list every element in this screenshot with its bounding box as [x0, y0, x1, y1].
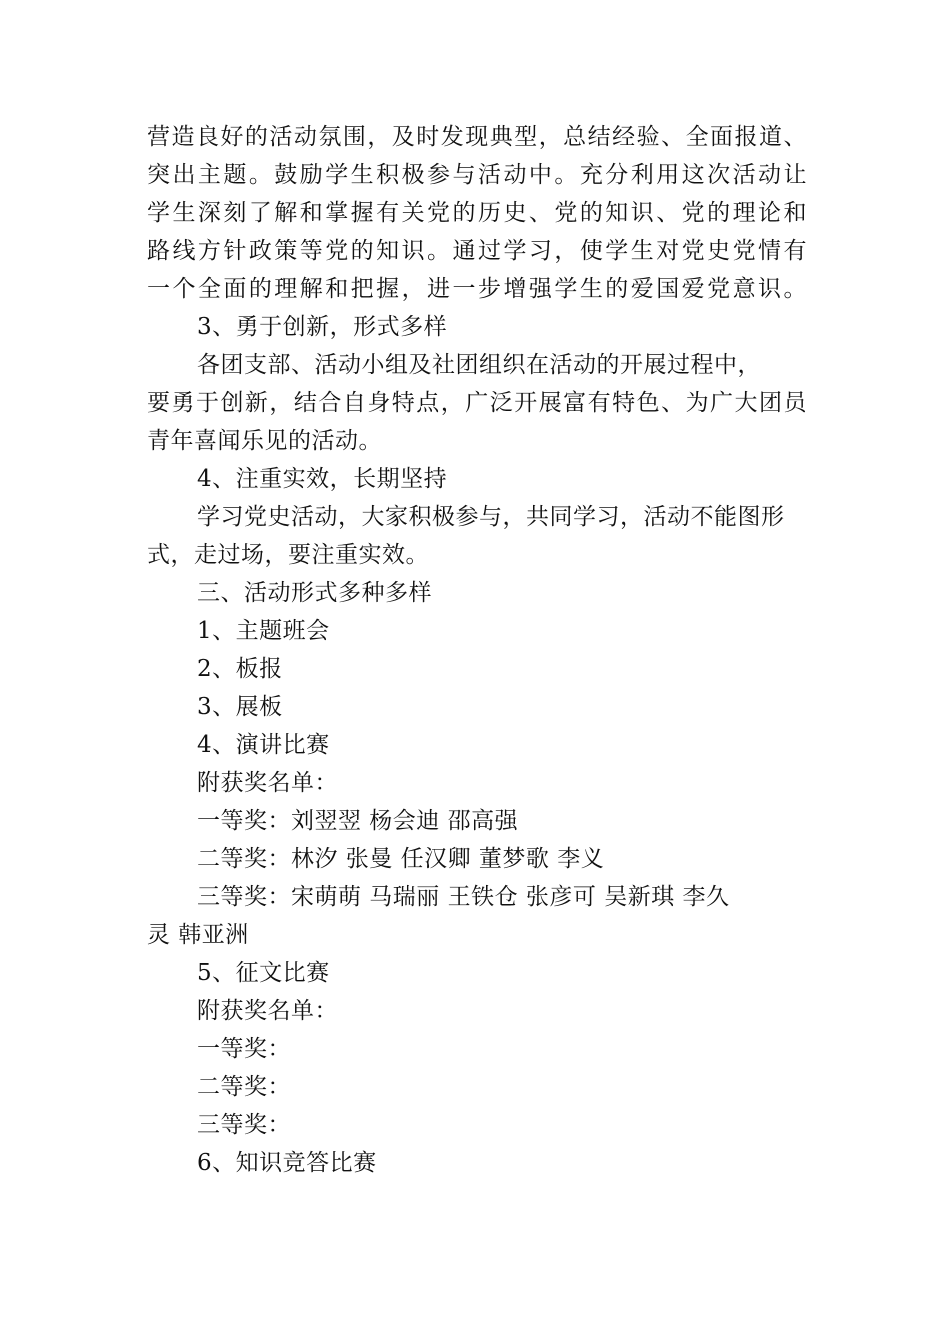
section-heading: 三、活动形式多种多样 [197, 580, 432, 606]
list-item: 6、知识竞答比赛 [197, 1150, 377, 1176]
list-item: 3、展板 [197, 694, 283, 720]
section-heading: 3、勇于创新，形式多样 [197, 314, 448, 340]
award-third-prize: 三等奖： [197, 1112, 291, 1138]
list-item: 1、主题班会 [197, 618, 330, 644]
paragraph-line: 路线方针政策等党的知识。通过学习，使学生对党史党情有 [147, 238, 807, 264]
award-first-prize: 一等奖：刘翌翌 杨会迪 邵高强 [197, 808, 519, 834]
paragraph-line: 要勇于创新，结合自身特点，广泛开展富有特色、为广大团员 [147, 390, 807, 416]
document-body [147, 118, 807, 1182]
paragraph-line: 突出主题。鼓励学生积极参与活动中。充分利用这次活动让 [147, 162, 807, 188]
paragraph-line: 青年喜闻乐见的活动。 [147, 428, 382, 454]
award-first-prize: 一等奖： [197, 1036, 291, 1062]
paragraph-line: 学生深刻了解和掌握有关党的历史、党的知识、党的理论和 [147, 200, 807, 226]
award-second-prize: 二等奖： [197, 1074, 291, 1100]
award-third-prize-continued: 灵 韩亚洲 [147, 922, 249, 948]
section-heading: 4、注重实效，长期坚持 [197, 466, 448, 492]
award-list-heading: 附获奖名单： [197, 770, 338, 796]
paragraph-line: 式，走过场，要注重实效。 [147, 542, 429, 568]
paragraph-line: 营造良好的活动氛围，及时发现典型，总结经验、全面报道、 [147, 124, 807, 150]
list-item: 5、征文比赛 [197, 960, 330, 986]
list-item: 4、演讲比赛 [197, 732, 330, 758]
award-list-heading: 附获奖名单： [197, 998, 338, 1024]
paragraph-line: 各团支部、活动小组及社团组织在活动的开展过程中， [197, 352, 761, 378]
paragraph-line: 学习党史活动，大家积极参与，共同学习，活动不能图形 [197, 504, 785, 530]
paragraph-line: 一个全面的理解和把握，进一步增强学生的爱国爱党意识。 [147, 276, 807, 302]
award-second-prize: 二等奖：林汐 张曼 任汉卿 董梦歌 李义 [197, 846, 605, 872]
list-item: 2、板报 [197, 656, 283, 682]
award-third-prize: 三等奖：宋萌萌 马瑞丽 王铁仓 张彦可 吴新琪 李久 [197, 884, 730, 910]
